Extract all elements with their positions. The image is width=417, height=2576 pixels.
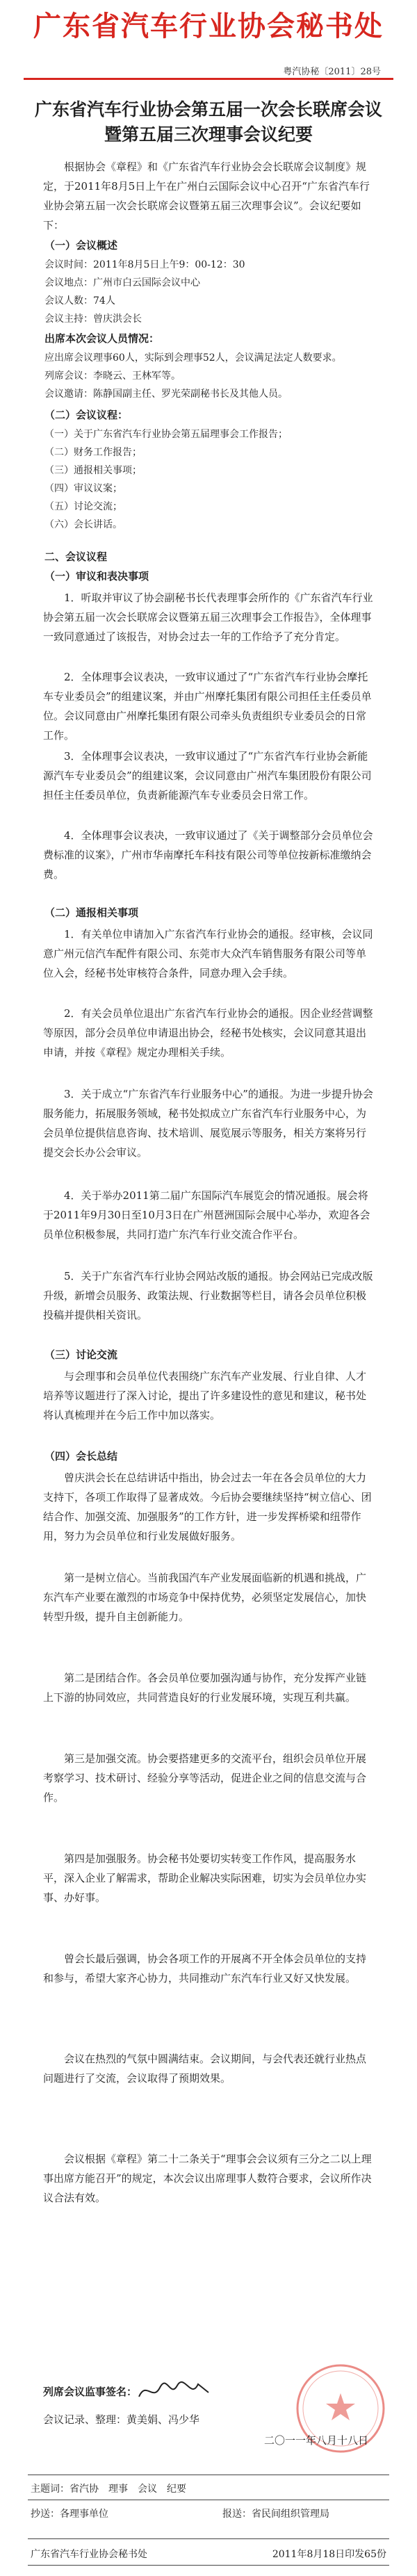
header-red-rule xyxy=(24,78,393,80)
handwritten-signature xyxy=(136,2377,212,2405)
document-number: 粤汽协秘〔2011〕28号 xyxy=(283,67,381,77)
paragraph-18: 会议根据《章程》第二十二条关于“理事会会议须有三分之二以上理事出席方能召开”的规定，本次会议出席理事人数符合要求，会议所作决议合法有效。 xyxy=(43,2153,372,2204)
agenda-item-4: （四）审议议案； xyxy=(44,483,122,494)
agenda-item-1: （一）关于广东省汽车行业协会第五届理事会工作报告； xyxy=(44,429,288,440)
paragraph-4: 4．全体理事会议表决，一致审议通过了《关于调整部分会员单位会费标准的议案》，广州市华南摩托车科技有限公司等单位按新标准缴纳会费。 xyxy=(43,829,373,881)
attendance-text: 应出席会议理事60人，实际到会理事52人，会议满足法定人数要求。 xyxy=(44,352,342,364)
overview-heading: （一）会议概述 xyxy=(44,239,118,252)
paragraph-1: 1．听取并审议了协会副秘书长代表理事会所作的《广东省汽车行业协会第五届一次会长联席会议暨第五届三次理事会工作报告》，全体理事一致同意通过了该报告，对协会过去一年的工作给予了充分肯定。 xyxy=(43,592,373,643)
topic-values: 省汽协 理事 会议 纪要 xyxy=(70,2484,186,2495)
paragraph-15: 第四是加强服务。协会秘书处要切实转变工作作风，提高服务水平，深入企业了解需求，帮助企业解决实际困难，切实为会员单位办实事、办好事。 xyxy=(43,1852,367,1904)
cc-line xyxy=(31,2506,108,2520)
paragraph-7: 3．关于成立“广东省汽车行业服务中心”的通报。为进一步提升协会服务能力，拓展服务领域，秘书处拟成立广东省汽车行业服务中心，为会员单位提供信息咨询、技术培训、展览展示等服务，相关方案将另行提交会长办公会审议。 xyxy=(43,1088,373,1159)
topic-label: 主题词： xyxy=(31,2484,70,2495)
signature-label: 列席会议监事签名： xyxy=(43,2386,138,2398)
report-to: 报送：省民间组织管理局 xyxy=(222,2509,329,2520)
paragraph-10: 与会理事和会员单位代表围绕广东汽车产业发展、行业自律、人才培养等议题进行了深入讨论，提出了许多建设性的意见和建议，秘书处将认真梳理并在今后工作中加以落实。 xyxy=(43,1370,367,1421)
title-line-1: 广东省汽车行业协会第五届一次会长联席会议 xyxy=(34,99,382,120)
section-2-sub-2: （二）通报相关事项 xyxy=(44,906,139,919)
paragraph-6: 2．有关会员单位退出广东省汽车行业协会的通报。因企业经营调整等原因，部分会员单位申请退出协会，经秘书处核实，会议同意其退出申请，并按《章程》规定办理相关手续。 xyxy=(43,1007,373,1059)
org-header: 广东省汽车行业协会秘书处 xyxy=(33,10,384,42)
paragraph-2: 2．全体理事会议表决，一致审议通过了“广东省汽车行业协会摩托车专业委员会”的组建议案，并由广州摩托集团有限公司担任主任委员单位。会议同意由广州摩托集团有限公司牵头负责组织专业委员会的日常工作。 xyxy=(43,671,372,742)
agenda-item-2: （二）财务工作报告； xyxy=(44,447,142,458)
agenda-heading: （二）会议议程： xyxy=(44,409,129,421)
agenda-item-5: （五）讨论交流； xyxy=(44,501,122,512)
paragraph-14: 第三是加强交流。协会要搭建更多的交流平台，组织会员单位开展考察学习、技术研讨、经验分享等活动，促进企业之间的信息交流与合作。 xyxy=(43,1752,367,1804)
meeting-count: 会议人数：74人 xyxy=(44,295,115,307)
footer-rule-4 xyxy=(28,2565,389,2566)
paragraph-3: 3．全体理事会议表决，一致审议通过了“广东省汽车行业协会新能源汽车专业委员会”的组建议案，会议同意由广州汽车集团股份有限公司担任主任委员单位，负责新能源汽车专业委员会日常工作。 xyxy=(43,750,372,801)
meeting-host: 会议主持：曾庆洪会长 xyxy=(44,313,142,325)
issue-date: 2011年8月18日印发65份 xyxy=(272,2549,386,2560)
title-line-2: 暨第五届三次理事会议纪要 xyxy=(104,124,313,145)
paragraph-9: 5．关于广东省汽车行业协会网站改版的通报。协会网站已完成改版升级，新增会员服务、政策法规、行业数据等栏目，请各会员单位积极投稿并提供相关资讯。 xyxy=(43,1270,373,1321)
document-date: 二〇一一年八月十八日 xyxy=(264,2434,369,2447)
section-2-sub-4: （四）会长总结 xyxy=(44,1450,118,1462)
paragraph-12: 第一是树立信心。当前我国汽车产业发展面临新的机遇和挑战，广东汽车产业要在激烈的市场竞争中保持优势，必须坚定发展信心，加快转型升级，提升自主创新能力。 xyxy=(43,1572,367,1623)
section-2-heading: 二、会议议程 xyxy=(44,551,108,563)
cc-value: 各理事单位 xyxy=(60,2509,108,2520)
paragraph-17: 会议在热烈的气氛中圆满结束。会议期间，与会代表还就行业热点问题进行了交流，会议取得了预期效果。 xyxy=(43,2053,367,2085)
issuer: 广东省汽车行业协会秘书处 xyxy=(31,2549,147,2560)
cc-label: 抄送： xyxy=(31,2509,60,2520)
meeting-place: 会议地点：广州市白云国际会议中心 xyxy=(44,277,200,288)
paragraph-16: 曾会长最后强调，协会各项工作的开展离不开全体会员单位的支持和参与，希望大家齐心协力，共同推动广东汽车行业又好又快发展。 xyxy=(43,1953,367,1984)
paragraph-13: 第二是团结合作。各会员单位要加强沟通与协作，充分发挥产业链上下游的协同效应，共同营造良好的行业发展环境，实现互利共赢。 xyxy=(43,1672,367,1704)
paragraph-8: 4．关于举办2011第二届广东国际汽车展览会的情况通报。展会将于2011年9月30日至10月3日在广州琶洲国际会展中心举办，欢迎各会员单位积极参展，共同打造广东汽车行业交流合作平台。 xyxy=(43,1189,370,1241)
intro-paragraph: 根据协会《章程》和《广东省汽车行业协会会长联席会议制度》规定，于2011年8月5日上午在广州白云国际会议中心召开“广东省汽车行业协会第五届一次会长联席会议暨第五届三次理事会议”。会议纪要如下： xyxy=(43,161,370,231)
section-2-sub-1: （一）审议和表决事项 xyxy=(44,570,149,582)
guest-text: 列席会议：李晓云、王林军等。 xyxy=(44,370,181,382)
section-2-sub-3: （三）讨论交流 xyxy=(44,1348,118,1361)
paragraph-11: 曾庆洪会长在总结讲话中指出，协会过去一年在各会员单位的大力支持下，各项工作取得了显著成效。今后协会要继续坚持“树立信心、团结合作、加强交流、加强服务”的工作方针，进一步发挥桥梁和纽带作用，努力为会员单位和行业发展做好服务。 xyxy=(43,1472,372,1542)
invited-text: 会议邀请：陈静国副主任、罗光荣副秘书长及其他人员。 xyxy=(44,389,288,400)
agenda-item-3: （三）通报相关事项； xyxy=(44,465,142,476)
agenda-item-6: （六）会长讲话。 xyxy=(44,519,122,530)
meeting-time: 会议时间：2011年8月5日上午9：00-12：30 xyxy=(44,259,245,270)
recorder-note: 会议记录、整理：黄美娟、冯少华 xyxy=(43,2413,200,2426)
footer-rule-3 xyxy=(28,2538,389,2539)
paragraph-5: 1．有关单位申请加入广东省汽车行业协会的通报。经审核，会议同意广州元信汽车配件有限公司、东莞市大众汽车销售服务有限公司等单位入会，经秘书处审核符合条件，同意办理入会手续。 xyxy=(43,928,373,979)
attendance-heading: 出席本次会议人员情况： xyxy=(44,332,160,345)
topic-words xyxy=(31,2481,186,2495)
